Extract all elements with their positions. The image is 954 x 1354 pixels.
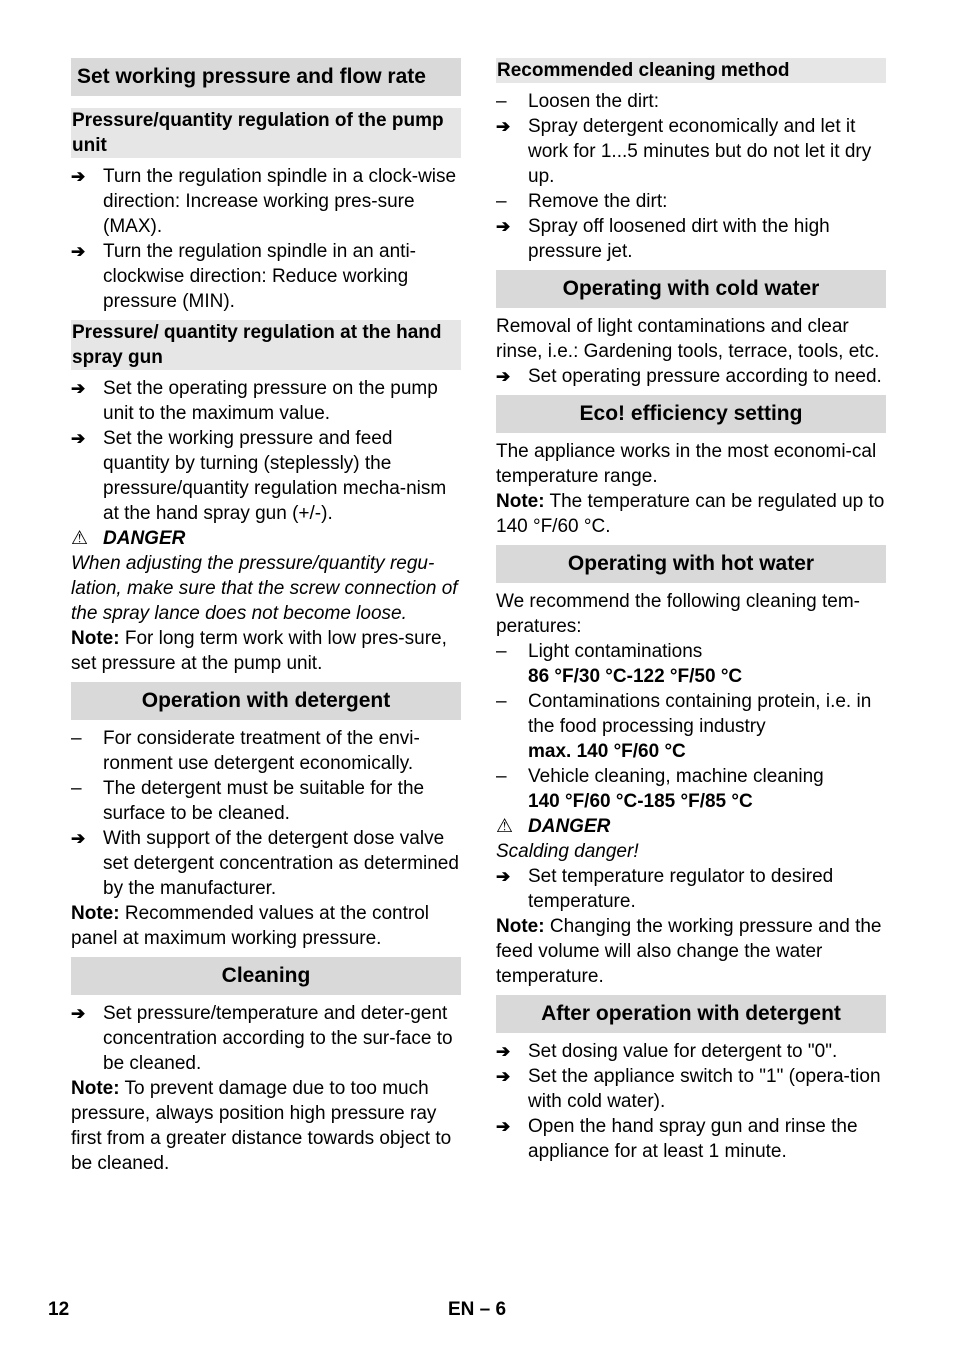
arrow-icon: ➔ [496, 217, 511, 236]
heading-hot-water: Operating with hot water [496, 545, 886, 583]
dash-icon: – [496, 91, 507, 112]
heading-after-detergent: After operation with detergent [496, 995, 886, 1033]
warning-icon: ⚠ [496, 816, 514, 837]
list-item: ➔ Set pressure/temperature and deter-gent concentration according to the sur-face to be cleaned. [71, 1003, 453, 1074]
danger-text: When adjusting the pressure/quantity regu-lation, make sure that the screw connection of the spray lance does not become loose. [71, 553, 458, 624]
list-item: – Vehicle cleaning, machine cleaning 140 °F/60 °C-185 °F/85 °C [496, 766, 824, 812]
list-item: ➔ Turn the regulation spindle in a clock-wise direction: Increase working pres-sure (MAX). [71, 166, 457, 237]
right-column [496, 58, 886, 1164]
subheading-pump-unit: Pressure/quantity regulation of the pump unit [71, 108, 461, 158]
list-item: ➔ With support of the detergent dose valve set detergent concentration as determined by the manufacturer. [71, 828, 459, 899]
heading-cleaning: Cleaning [71, 957, 461, 995]
arrow-icon: ➔ [496, 1067, 511, 1086]
list-item: ➔ Set temperature regulator to desired temperature. [496, 866, 834, 912]
list-item: ➔ Set dosing value for detergent to "0". [496, 1041, 838, 1062]
arrow-icon: ➔ [496, 867, 511, 886]
list-item: ➔ Set the operating pressure on the pump unit to the maximum value. [71, 378, 438, 424]
arrow-icon: ➔ [496, 1117, 511, 1136]
arrow-icon: ➔ [71, 167, 86, 186]
dash-icon: – [496, 191, 507, 212]
heading-detergent: Operation with detergent [71, 682, 461, 720]
list-item: – Light contaminations 86 °F/30 °C-122 °F/50 °C [496, 641, 743, 687]
cold-paragraph: Removal of light contaminations and clear rinse, i.e.: Gardening tools, terrace, tools, etc. [496, 316, 880, 362]
note-paragraph: Note: Recommended values at the control panel at maximum working pressure. [71, 903, 430, 949]
arrow-icon: ➔ [496, 1042, 511, 1061]
note-paragraph: Note: Changing the working pressure and the feed volume will also change the water temperature. [496, 916, 882, 987]
temperature-value: 86 °F/30 °C-122 °F/50 °C [528, 666, 743, 687]
list-item: ➔ Spray off loosened dirt with the high pressure jet. [496, 216, 830, 262]
dash-icon: – [496, 766, 507, 787]
temperature-value: max. 140 °F/60 °C [528, 741, 686, 762]
list-item: – Contaminations containing protein, i.e. in the food processing industry max. 140 °F/60 °C [496, 691, 872, 762]
danger-label: ⚠ DANGER [71, 528, 186, 549]
heading-cold-water: Operating with cold water [496, 270, 886, 308]
arrow-icon: ➔ [71, 429, 86, 448]
temperature-value: 140 °F/60 °C-185 °F/85 °C [528, 791, 753, 812]
section-label: EN – 6 [448, 1299, 507, 1320]
dash-icon: – [71, 778, 82, 799]
arrow-icon: ➔ [496, 367, 511, 386]
warning-icon: ⚠ [71, 528, 89, 549]
danger-label: ⚠ DANGER [496, 816, 611, 837]
list-item: – The detergent must be suitable for the surface to be cleaned. [71, 778, 425, 824]
subheading-spray-gun: Pressure/ quantity regulation at the hand spray gun [71, 320, 461, 370]
note-paragraph: Note: To prevent damage due to too much pressure, always position high pressure ray first from a greater distance towards object to be cleaned. [71, 1078, 452, 1174]
subheading-cleaning-method: Recommended cleaning method [496, 58, 886, 83]
arrow-icon: ➔ [71, 829, 86, 848]
dash-icon: – [496, 641, 507, 662]
list-item: ➔ Set operating pressure according to need. [496, 366, 882, 387]
list-item: ➔ Open the hand spray gun and rinse the appliance for at least 1 minute. [496, 1116, 858, 1162]
list-item: ➔ Spray detergent economically and let it work for 1...5 minutes but do not let it dry up. [496, 116, 872, 187]
list-item: – Loosen the dirt: [496, 91, 659, 112]
danger-text: Scalding danger! [496, 841, 639, 862]
page-number: 12 [48, 1299, 70, 1320]
list-item: – For considerate treatment of the envi-ronment use detergent economically. [71, 728, 420, 774]
arrow-icon: ➔ [71, 1004, 86, 1023]
hot-paragraph: We recommend the following cleaning tem-peratures: [496, 591, 860, 637]
note-paragraph: Note: For long term work with low pres-sure, set pressure at the pump unit. [71, 628, 447, 674]
list-item: ➔ Set the working pressure and feed quantity by turning (steplessly) the pressure/quantity regulation mecha-nism at the hand spray gun (+/-). [71, 428, 447, 524]
list-item: ➔ Set the appliance switch to "1" (opera-tion with cold water). [496, 1066, 881, 1112]
list-item: ➔ Turn the regulation spindle in an anti-clockwise direction: Reduce working pressure (MIN). [71, 241, 416, 312]
dash-icon: – [496, 691, 507, 712]
heading-set-pressure: Set working pressure and flow rate [71, 58, 461, 96]
eco-paragraph: The appliance works in the most economi-cal temperature range. [496, 441, 877, 487]
note-paragraph: Note: The temperature can be regulated up to 140 °F/60 °C. [496, 491, 885, 537]
list-item: – Remove the dirt: [496, 191, 668, 212]
dash-icon: – [71, 728, 82, 749]
left-column [71, 58, 461, 1176]
arrow-icon: ➔ [496, 117, 511, 136]
heading-eco: Eco! efficiency setting [496, 395, 886, 433]
arrow-icon: ➔ [71, 379, 86, 398]
arrow-icon: ➔ [71, 242, 86, 261]
